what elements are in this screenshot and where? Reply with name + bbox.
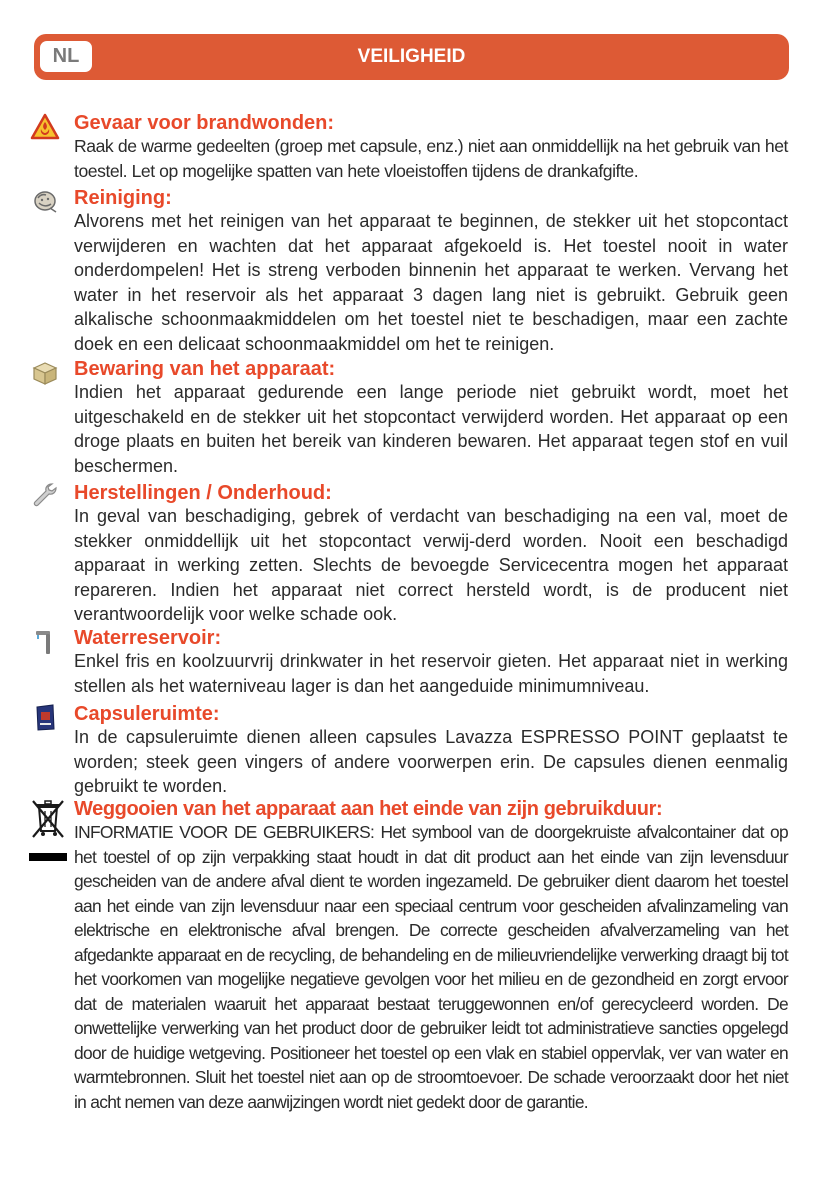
section-body: INFORMATIE VOOR DE GEBRUIKERS: Het symbool van de doorgekruiste afvalcontainer dat op het toestel of op zijn verpakking staat houdt in dat dit product aan het einde van zijn levensduur gescheiden van de andere afval dient te worden ingezameld. De gebruiker dient daarom het toestel aan het einde van zijn levensduur naar een speciaal centrum voor gescheiden afvalinzameling van elektrische en elektronische afval brengen. De correcte gescheiden afvalverzameling van het afgedankte apparaat en de recycling, de behandeling en de milieuvriendelijke verwerking draagt bij tot het voorkomen van mogelijke negatieve gevolgen voor het milieu en de gezondheid en zorgt ervoor dat de materialen waaruit het apparaat bestaat teruggewonnen en/of gerecycleerd worden. De onwettelijke verwerking van het product door de gebruiker leidt tot administratieve sancties opgelegd door de huidige wetgeving. Positioneer het toestel op een vlak en stabiel oppervlak, ver van water en warmtebronnen. Sluit het toestel niet aan op de stroomtoevoer. De schade veroorzaakt door het niet in acht nemen van deze aanwijzingen wordt niet gedekt door de garantie. — [74, 822, 788, 1112]
section-title: Capsuleruimte: — [74, 703, 220, 725]
section-body: In de capsuleruimte dienen alleen capsules Lavazza ESPRESSO POINT geplaatst te worden; steek geen vingers of andere voorwerpen erin. De capsules dienen eenmalig gebruikt te worden. — [74, 727, 788, 796]
warning-triangle-icon — [30, 111, 62, 143]
language-badge: NL — [40, 41, 92, 72]
water-tap-icon — [30, 626, 62, 658]
section-title: Gevaar voor brandwonden: — [74, 112, 335, 134]
page-title: VEILIGHEID — [357, 46, 466, 67]
wrench-icon — [30, 481, 62, 513]
section-body: Indien het apparaat gedurende een lange periode niet gebruikt wordt, moet het uitgeschakeld en de stekker uit het stopcontact verwijderd worden. Het apparaat op een droge plaats en buiten het bereik van kinderen bewaren. Het apparaat tegen stof en vuil beschermen. — [74, 382, 788, 476]
header-bar — [34, 34, 789, 80]
section-body: Enkel fris en koolzuurvrij drinkwater in het reservoir gieten. Het apparaat niet in werking stellen als het waterniveau lager is dan het aangeduide minimumniveau. — [74, 651, 788, 696]
section-title: Weggooien van het apparaat aan het einde van zijn gebruikduur: — [74, 798, 663, 820]
section-title: Herstellingen / Onderhoud: — [74, 482, 332, 504]
section-title: Reiniging: — [74, 187, 172, 209]
storage-box-icon — [30, 357, 62, 389]
section-title: Bewaring van het apparaat: — [74, 358, 336, 380]
section-body: Alvorens met het reinigen van het apparaat te beginnen, de stekker uit het stopcontact verwijderen en wachten dat het apparaat afgekoeld is. Het toestel nooit in water onderdompelen! Het is streng verboden binnenin het apparaat te werken. Vervang het water in het reservoir als het apparaat 3 dagen lang niet is gebruikt. Gebruik geen alkalische schoonmaakmiddelen om het toestel niet te beschadigen, maar een zachte doek en een delicaat schoonmaakmiddel om het te reinigen. — [74, 211, 788, 354]
section-body: In geval van beschadiging, gebrek of verdacht van beschadiging na een val, moet de stekker onmiddellijk uit het stopcontact verwij-derd worden. Nooit een beschadigd apparaat in werking zetten. Slechts de bevoegde Servicecentra mogen het apparaat repareren. Indien het apparaat niet correct hersteld wordt, is de producent niet verantwoordelijk voor welke schade ook. — [74, 506, 788, 624]
section-body: Raak de warme gedeelten (groep met capsule, enz.) niet aan onmiddellijk na het gebruik van het toestel. Let op mogelijke spatten van hete vloeistoffen tijdens de drankafgifte. — [74, 136, 788, 181]
section-title: Waterreservoir: — [74, 627, 222, 649]
cleaning-sponge-icon — [30, 186, 62, 218]
capsule-pack-icon — [30, 702, 62, 734]
crossed-bin-icon — [28, 797, 68, 867]
